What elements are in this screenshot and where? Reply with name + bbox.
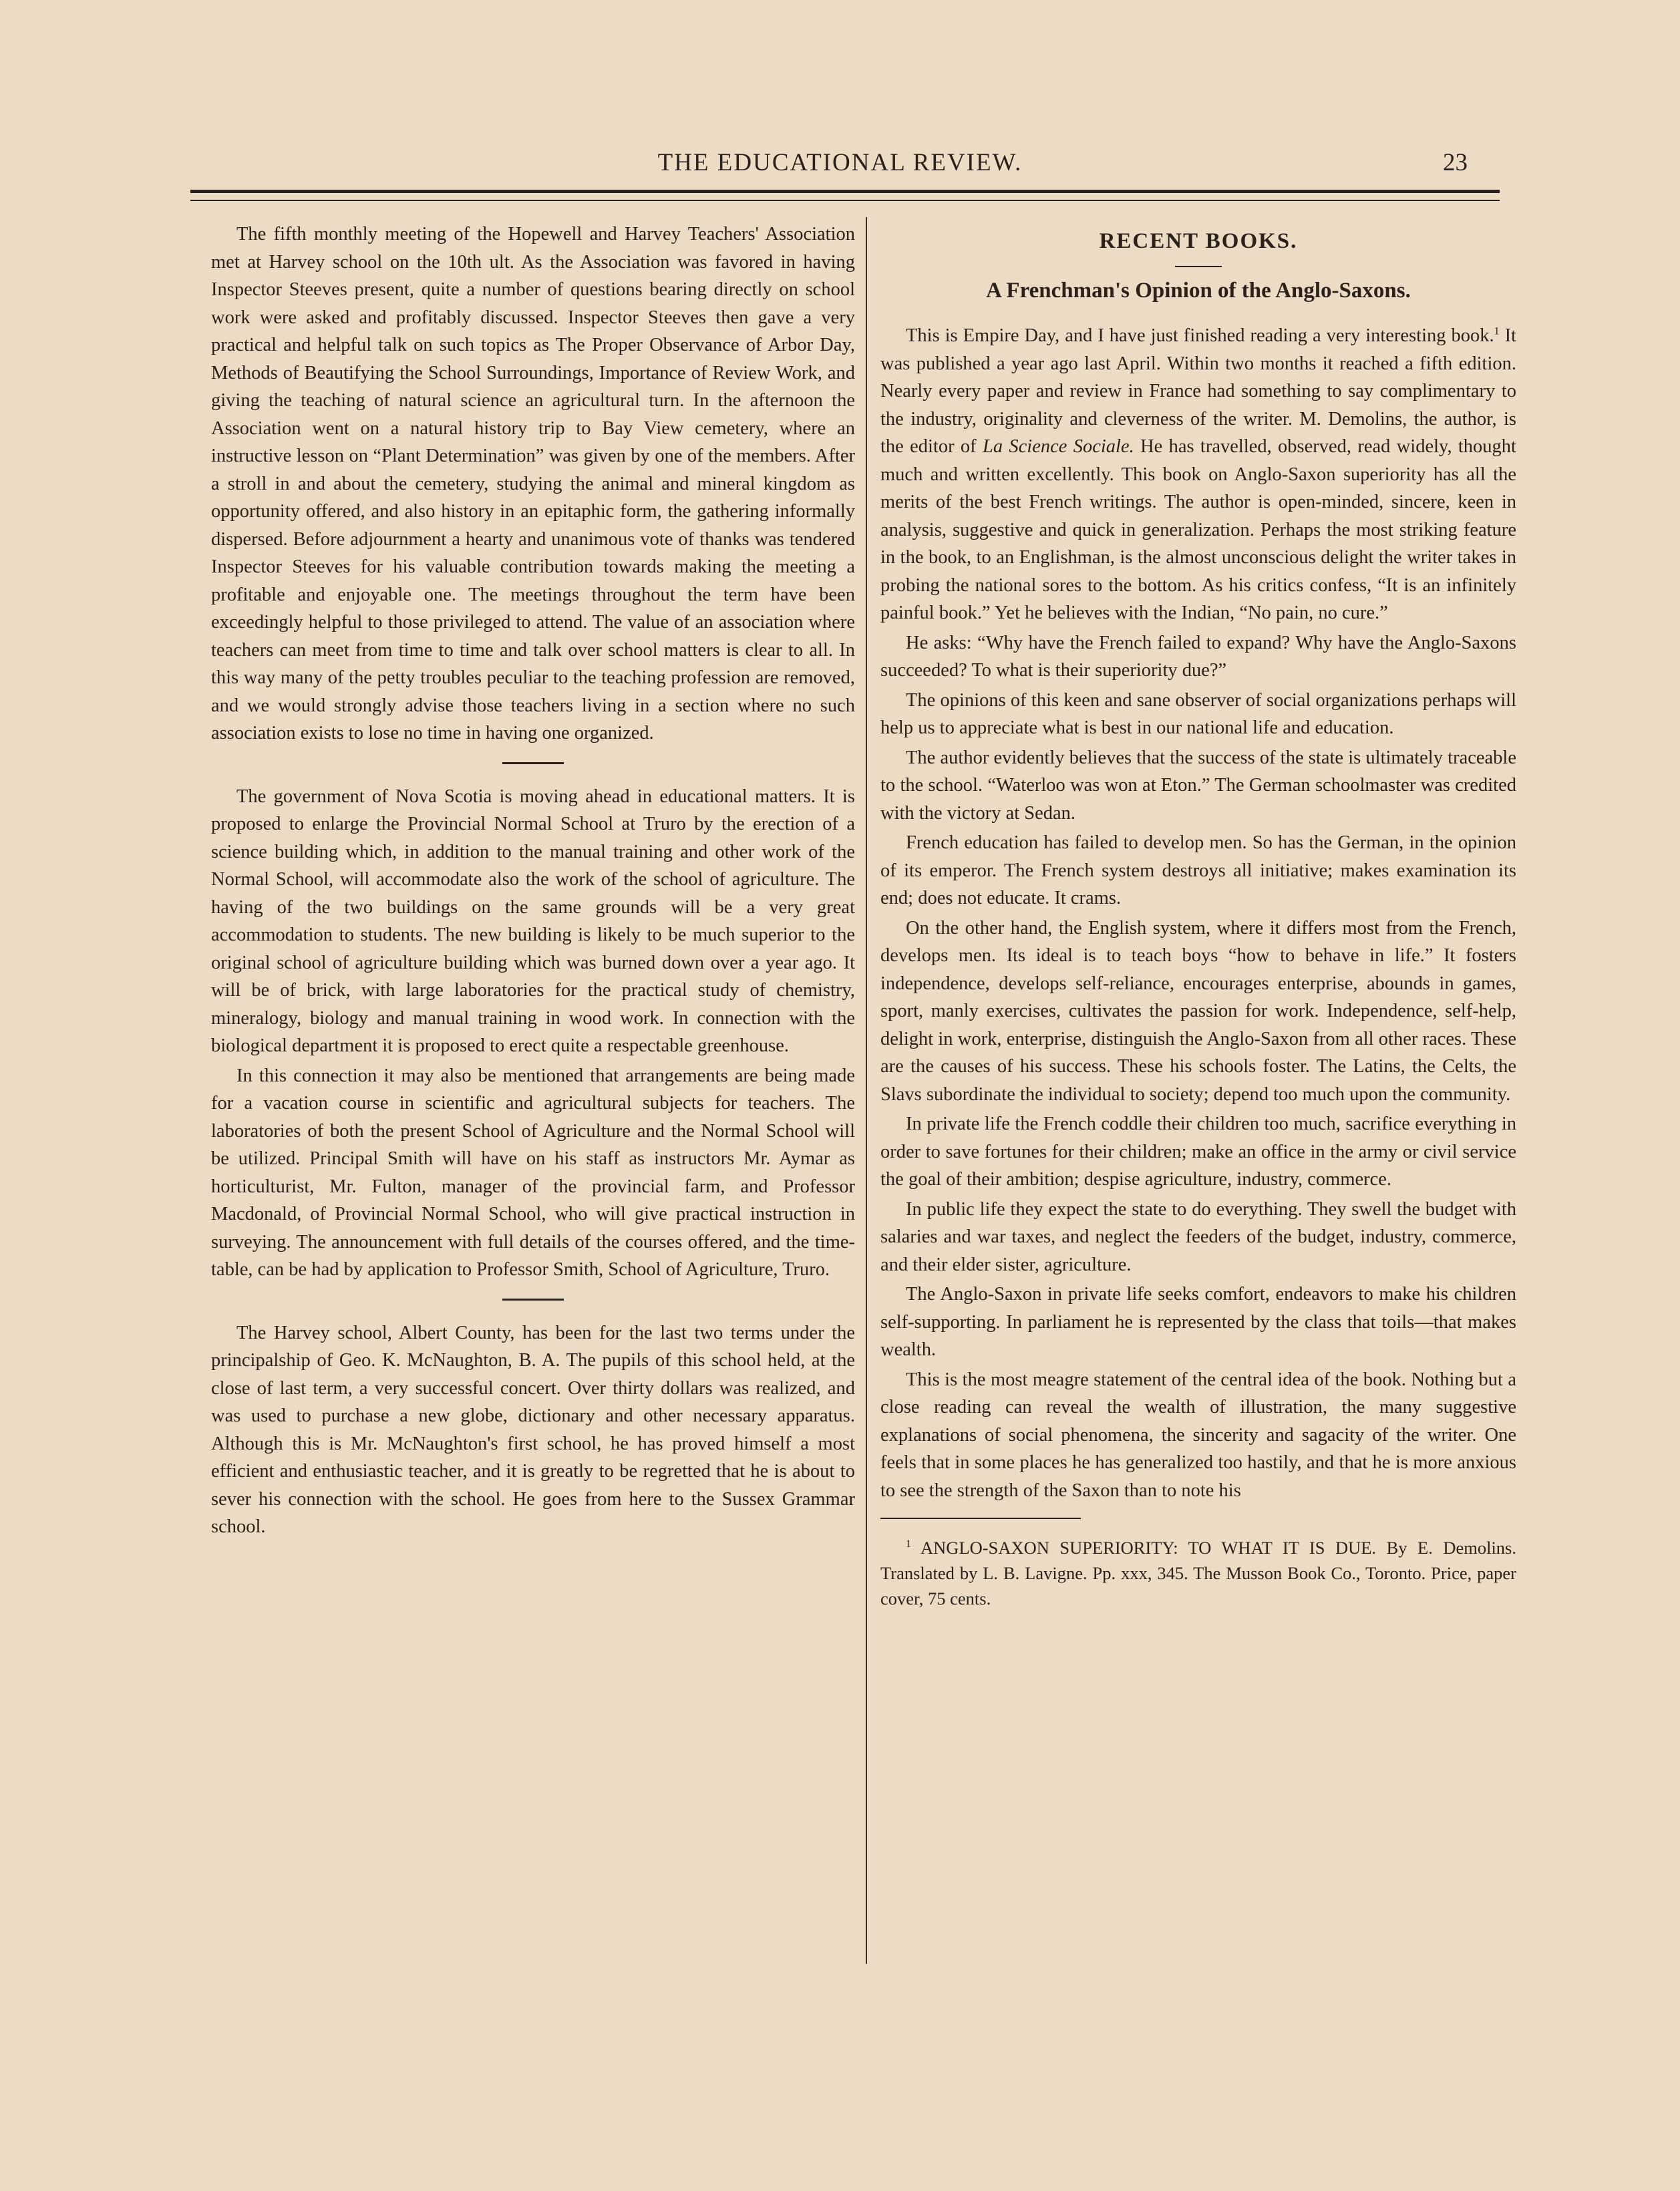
page-number: 23 [1443, 149, 1468, 176]
page-title: THE EDUCATIONAL REVIEW. [657, 149, 1023, 176]
section-separator [502, 1299, 564, 1301]
body-paragraph: The author evidently believes that the success of the state is ultimately traceable to the school. “Waterloo was won at Eton.” The German schoolmaster was credited with the victory at Sedan. [880, 747, 1516, 824]
footnote [880, 1535, 1516, 1611]
header-rule-thick [190, 190, 1500, 193]
body-paragraph: The Anglo-Saxon in private life seeks comfort, endeavors to make his children self-supporting. In parliament he is represented by the class that toils—that makes wealth. [880, 1284, 1516, 1360]
footnote-rule [880, 1518, 1081, 1519]
intro-text-a: This is Empire Day, and I have just finished reading a very interesting book. [906, 325, 1494, 346]
footnote-marker: 1 [906, 1538, 911, 1550]
left-column [211, 220, 855, 1543]
header-rule-thin [190, 200, 1500, 201]
section-separator [502, 762, 564, 764]
nova-scotia-normal-school-paragraph: The government of Nova Scotia is moving ahead in educational matters. It is proposed to enlarge the Provincial Normal School at Truro by the erection of a science building which, in addition to the manual training and other work of the Normal School, will accommodate also the work of the school of agriculture. The having of the two buildings on the same grounds will be a very great accommodation to students. The new building is likely to be much superior to the original school of agriculture building which was burned down over a year ago. It will be of brick, with large laboratories for the practical study of chemistry, mineralogy, biology and manual training in wood work. In connection with the biological department it is proposed to erect quite a respectable greenhouse. [211, 786, 855, 1056]
column-divider [866, 217, 867, 1964]
intro-text-c: He has travelled, observed, read widely, thought much and written excellently. This book on Anglo-Saxon superiority has all the merits of the best French writings. The author is open-minded, sincere, keen in analysis, suggestive and quick in generalization. Perhaps the most striking feature in the book, to an Englishman, is the almost unconscious delight the writer takes in probing the national sores to the bottom. As his critics confess, “It is an infinitely painful book.” Yet he believes with the Indian, “No pain, no cure.” [880, 436, 1516, 623]
journal-title: La Science Sociale. [982, 436, 1134, 457]
footnote-text: ANGLO-SAXON SUPERIORITY: TO WHAT IT IS DUE. By E. Demolins. Translated by L. B. Lavigne. Pp. xxx, 345. The Musson Book Co., Toronto. Price, paper cover, 75 cents. [880, 1538, 1516, 1609]
right-column [880, 220, 1516, 1613]
hopewell-harvey-association-paragraph: The fifth monthly meeting of the Hopewell and Harvey Teachers' Association met at Harvey school on the 10th ult. As the Association was favored in having Inspector Steeves present, quite a number of questions bearing directly on school work were asked and profitably discussed. Inspector Steeves then gave a very practical and helpful talk on such topics as The Proper Observance of Arbor Day, Methods of Beautifying the School Surroundings, Importance of Review Work, and giving the teaching of natural science an agricultural turn. In the afternoon the Association went on a natural history trip to Bay View cemetery, where an instructive lesson on “Plant Determination” was given by one of the members. After a stroll in and about the cemetery, studying the animal and mineral kingdom as opportunity offered, and also history in an epitaphic form, the gathering informally dispersed. Before adjournment a hearty and unanimous vote of thanks was tendered Inspector Steeves for his valuable contribution towards making the meeting a profitable and enjoyable one. The meetings throughout the term have been exceedingly helpful to those privileged to attend. The value of an association where teachers can meet from time to time and talk over school matters is clear to all. In this way many of the petty troubles peculiar to the teaching profession are removed, and we would strongly advise those teachers living in a section where no such association exists to lose no time in having one organized. [211, 224, 855, 743]
harvey-school-paragraph: The Harvey school, Albert County, has been for the last two terms under the principalship of Geo. K. McNaughton, B. A. The pupils of this school held, at the close of last term, a very successful concert. Over thirty dollars was realized, and was used to purchase a new globe, dictionary and other necessary apparatus. Although this is Mr. McNaughton's first school, he has proved himself a most efficient and enthusiastic teacher, and it is greatly to be regretted that he is about to sever his connection with the school. He goes from here to the Sussex Grammar school. [211, 1322, 855, 1537]
body-paragraph: He asks: “Why have the French failed to expand? Why have the Anglo-Saxons succeeded? To what is their superiority due?” [880, 632, 1516, 681]
section-heading: RECENT BOOKS. [1099, 229, 1298, 253]
body-paragraph: On the other hand, the English system, where it differs most from the French, develops men. Its ideal is to teach boys “how to behave in life.” It fosters independence, develops self-reliance, encourages enterprise, abounds in games, sport, manly exercises, cultivates the passion for work. Independence, self-help, delight in work, enterprise, distinguish the Anglo-Saxon from all other races. These are the causes of his success. These his schools foster. The Latins, the Celts, the Slavs subordinate the individual to society; depend too much upon the community. [880, 917, 1516, 1105]
body-paragraph: This is the most meagre statement of the central idea of the book. Nothing but a close reading can reveal the wealth of illustration, the many suggestive explanations of social phenomena, the sincerity and sagacity of the writer. One feels that in some places he has generalized too hastily, and that he is more anxious to see the strength of the Saxon than to note his [880, 1369, 1516, 1501]
article-heading: A Frenchman's Opinion of the Anglo-Saxons. [986, 279, 1411, 303]
intro-text-b: It was published a year ago last April. Within two months it reached a fifth edition. Nearly every paper and review in France had something to say complimentary to the industry, originality and cleverness of the writer. M. Demolins, the author, is the editor of [880, 325, 1516, 457]
body-paragraph: In private life the French coddle their children too much, sacrifice everything in order to save fortunes for their children; make an office in the army or civil service the goal of their ambition; despise agriculture, industry, commerce. [880, 1114, 1516, 1190]
intro-paragraph [880, 322, 1516, 627]
vacation-course-paragraph: In this connection it may also be mentioned that arrangements are being made for a vacation course in scientific and agricultural subjects for teachers. The laboratories of both the present School of Agriculture and the Normal School will be utilized. Principal Smith will have on his staff as instructors Mr. Aymar as horticulturist, Mr. Fulton, manager of the provincial farm, and Professor Macdonald, of Provincial Normal School, who will give practical instruction in surveying. The announcement with full details of the courses offered, and the time-table, can be had by application to Professor Smith, School of Agriculture, Truro. [211, 1065, 855, 1280]
body-paragraph: French education has failed to develop men. So has the German, in the opinion of its emperor. The French system destroys all initiative; makes examination its end; does not educate. It crams. [880, 832, 1516, 908]
body-paragraph: The opinions of this keen and sane observer of social organizations perhaps will help us to appreciate what is best in our national life and education. [880, 689, 1516, 738]
body-paragraph: In public life they expect the state to do everything. They swell the budget with salaries and war taxes, and neglect the feeders of the budget, industry, commerce, and their elder sister, agriculture. [880, 1198, 1516, 1275]
footnote-reference: 1 [1494, 325, 1500, 337]
heading-separator [1175, 266, 1222, 267]
